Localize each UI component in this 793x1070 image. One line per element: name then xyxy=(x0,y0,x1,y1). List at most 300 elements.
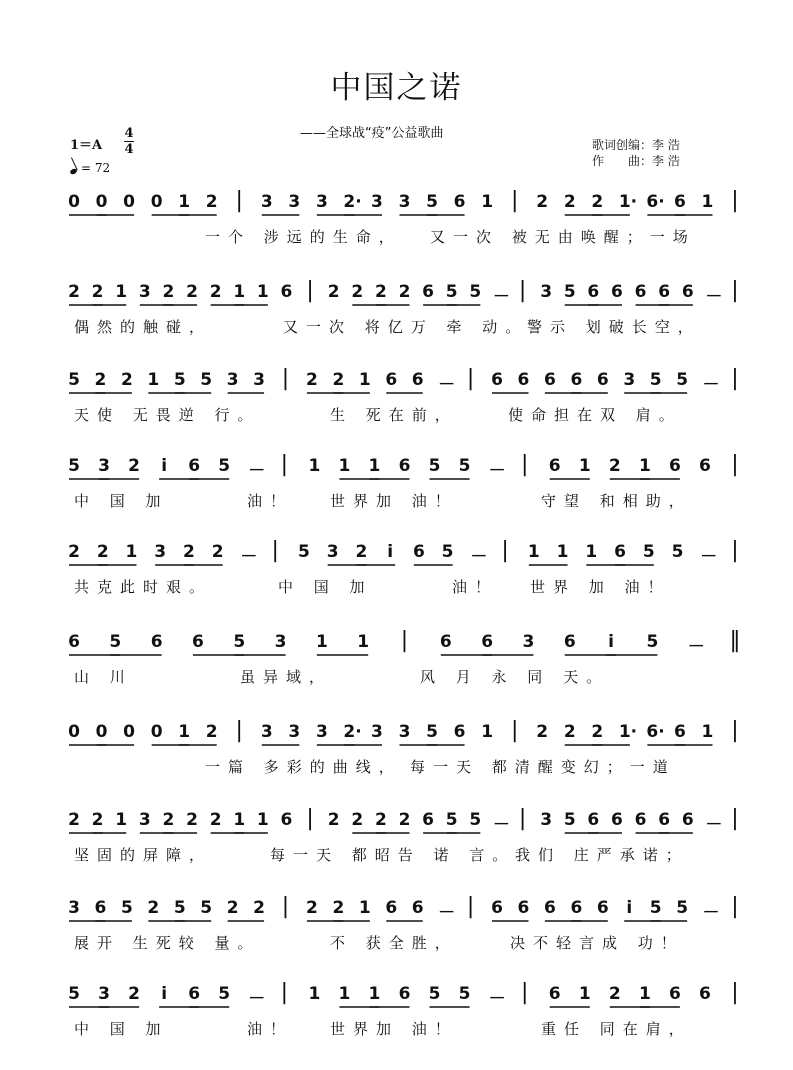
lyric-phrase: 坚固的屏障， xyxy=(74,846,213,864)
note: 1 xyxy=(315,632,328,652)
note: 2· xyxy=(343,722,362,742)
barline: | xyxy=(520,452,529,477)
note: 1 xyxy=(308,456,321,476)
note: 0 xyxy=(123,192,135,212)
barline: | xyxy=(281,366,290,391)
note: 6 xyxy=(412,542,425,562)
note: 3 xyxy=(540,810,553,830)
note: 3 xyxy=(138,810,151,830)
note: 1 xyxy=(701,722,714,742)
note: 6 xyxy=(634,810,647,830)
note: 1 xyxy=(338,984,351,1004)
note: 2 xyxy=(91,810,104,830)
lyric-phrase: 世界加 油！ xyxy=(330,1020,458,1038)
note: 5 xyxy=(68,456,80,476)
note: 2 xyxy=(374,810,387,830)
time-signature xyxy=(124,127,134,156)
time-signature-bottom: 4 xyxy=(124,142,134,157)
barline: | xyxy=(731,452,739,477)
note: 6 xyxy=(570,370,583,390)
note: 2 xyxy=(563,722,576,742)
note: 6· xyxy=(646,192,665,212)
note: 2 xyxy=(68,282,80,302)
note: 2 xyxy=(608,456,621,476)
note: 0 xyxy=(123,722,135,742)
note: 5 xyxy=(428,456,441,476)
lyric-phrase: 生 死在前， xyxy=(330,406,458,424)
note: 6 xyxy=(422,282,435,302)
note: 1 xyxy=(556,542,569,562)
note: 2 xyxy=(96,542,109,562)
note: － xyxy=(438,903,456,923)
note: － xyxy=(470,547,488,567)
lyric-phrase: 不 获全胜， xyxy=(330,934,458,952)
note: 1 xyxy=(178,192,191,212)
score-system xyxy=(0,806,793,896)
lyrics-row xyxy=(0,226,793,250)
lyric-phrase: 世界 加 油！ xyxy=(530,578,671,596)
note: 6 xyxy=(699,984,711,1004)
key-signature: 1＝A xyxy=(70,138,103,153)
composer-credit: 作 曲：李 浩 xyxy=(592,154,680,168)
note: 3 xyxy=(371,192,383,212)
note: 3 xyxy=(274,632,287,652)
barline: | xyxy=(510,188,519,213)
note: 1 xyxy=(125,542,138,562)
lyric-phrase: 油！ xyxy=(247,1020,294,1038)
note: － xyxy=(702,903,720,923)
note: 6 xyxy=(94,898,107,918)
lyric-phrase: 守望 和相助， xyxy=(541,492,692,510)
lyrics-row xyxy=(0,316,793,340)
note: 6 xyxy=(517,370,530,390)
barline: | xyxy=(520,980,529,1005)
lyric-phrase: 世界加 油！ xyxy=(330,492,458,510)
barline: | xyxy=(306,278,314,303)
note: 6 xyxy=(587,810,600,830)
barline: | xyxy=(235,188,243,213)
note: 2 xyxy=(332,370,345,390)
note: 2 xyxy=(162,810,175,830)
note: 3 xyxy=(68,898,80,918)
lyricist-credit: 歌词创编：李 浩 xyxy=(592,138,680,152)
lyric-phrase: 一个 涉远的生命， xyxy=(205,228,402,246)
lyric-phrase: 每一天 都昭告 诺 言。 xyxy=(270,846,516,864)
note: 6 xyxy=(611,810,623,830)
tempo-marking xyxy=(70,161,110,175)
note: 5 xyxy=(426,192,438,212)
lyric-phrase: 虽异域， xyxy=(240,668,333,686)
note: － xyxy=(700,547,718,567)
note: 6 xyxy=(596,898,609,918)
beam-lines xyxy=(0,278,793,318)
barline: | xyxy=(510,718,519,743)
note: 6 xyxy=(439,632,452,652)
note: － xyxy=(705,287,723,307)
lyrics-row xyxy=(0,576,793,600)
note: 2 xyxy=(327,282,340,302)
score-system xyxy=(0,452,793,542)
note: 3 xyxy=(371,722,383,742)
note: 6 xyxy=(453,722,466,742)
note: 6 xyxy=(668,984,681,1004)
note: 2 xyxy=(332,898,345,918)
beam-lines xyxy=(0,980,793,1020)
note: 2 xyxy=(608,984,621,1004)
note: 1· xyxy=(618,192,638,212)
note: 3 xyxy=(315,722,328,742)
note: 1 xyxy=(638,456,651,476)
beam-lines xyxy=(0,718,793,758)
note: i xyxy=(161,984,168,1004)
lyric-phrase: 警示 划破长空， xyxy=(527,318,701,336)
lyric-phrase: 使命担在双 肩。 xyxy=(508,406,682,424)
note: － xyxy=(687,637,705,657)
barline: | xyxy=(731,278,739,303)
note: 3 xyxy=(540,282,553,302)
note: i xyxy=(387,542,394,562)
lyric-phrase: 又一次 被无由唤醒；一场 xyxy=(430,228,696,246)
lyrics-row xyxy=(0,490,793,514)
score-system xyxy=(0,718,793,808)
note: 3 xyxy=(326,542,339,562)
barline: | xyxy=(731,894,739,919)
note: 3 xyxy=(260,722,273,742)
note: 1 xyxy=(368,456,381,476)
note: 1 xyxy=(357,632,370,652)
note: 6 xyxy=(658,282,671,302)
quarter-note-icon xyxy=(69,168,77,175)
note: 2 xyxy=(209,282,222,302)
score-system xyxy=(0,628,793,718)
note: 5 xyxy=(68,370,80,390)
note: 6 xyxy=(280,810,293,830)
note: － xyxy=(438,375,456,395)
note: 6 xyxy=(481,632,494,652)
note: － xyxy=(488,989,506,1009)
note: 1 xyxy=(358,898,371,918)
note: 1 xyxy=(233,810,246,830)
note: 6 xyxy=(68,632,80,652)
note: 5 xyxy=(120,898,133,918)
lyric-phrase: 我们 庄严承诺； xyxy=(515,846,689,864)
note: 5 xyxy=(649,898,662,918)
note: 6 xyxy=(681,282,694,302)
note: 2 xyxy=(563,192,576,212)
beam-lines xyxy=(0,894,793,934)
note: 6 xyxy=(587,282,600,302)
barline: | xyxy=(518,278,527,303)
note: 5 xyxy=(200,898,213,918)
note: 2· xyxy=(343,192,362,212)
note: 5 xyxy=(563,810,576,830)
note: 5 xyxy=(426,722,438,742)
note: 0 xyxy=(68,722,80,742)
note: 2 xyxy=(536,722,549,742)
note: 5 xyxy=(200,370,213,390)
barline: | xyxy=(731,980,739,1005)
song-title: 中国之诺 xyxy=(330,70,463,106)
lyric-phrase: 决不轻言成 功！ xyxy=(510,934,684,952)
note: 2 xyxy=(226,898,239,918)
note: 2 xyxy=(120,370,133,390)
note: 2 xyxy=(183,542,195,562)
note: 2 xyxy=(398,282,411,302)
lyric-phrase: 油！ xyxy=(247,492,294,510)
note: 5 xyxy=(233,632,246,652)
note: 6 xyxy=(668,456,681,476)
barline: | xyxy=(501,538,509,563)
note: i xyxy=(626,898,633,918)
note: 6 xyxy=(280,282,293,302)
score-system xyxy=(0,278,793,368)
note: 1 xyxy=(368,984,381,1004)
note: 6 xyxy=(491,370,503,390)
note: 3 xyxy=(398,192,411,212)
time-signature-top: 4 xyxy=(124,126,134,141)
note: 1 xyxy=(233,282,246,302)
note: 0 xyxy=(95,192,108,212)
note: 6 xyxy=(563,632,576,652)
note: 0 xyxy=(68,192,80,212)
beam-lines xyxy=(0,366,793,406)
lyric-phrase: 山 川 xyxy=(74,668,133,686)
barline: | xyxy=(731,806,739,831)
note: 6 xyxy=(673,192,686,212)
lyric-phrase: 中 国 加 xyxy=(74,1020,169,1038)
barline: | xyxy=(731,718,739,743)
barline: | xyxy=(400,628,409,653)
lyrics-row xyxy=(0,932,793,956)
note: 1 xyxy=(701,192,714,212)
note: 6 xyxy=(570,898,583,918)
note: 2 xyxy=(536,192,549,212)
note: 6 xyxy=(188,456,201,476)
note: 5 xyxy=(109,632,122,652)
note: 2 xyxy=(398,810,411,830)
note: － xyxy=(240,547,258,567)
note: 6 xyxy=(548,456,561,476)
note: 6 xyxy=(385,370,398,390)
note: 6 xyxy=(398,984,411,1004)
note: 1 xyxy=(638,984,651,1004)
note: 3 xyxy=(98,456,110,476)
lyric-phrase: 又一次 将亿万 牵 动。 xyxy=(283,318,529,336)
note: 5 xyxy=(297,542,310,562)
lyrics-row xyxy=(0,404,793,428)
note: 0 xyxy=(150,722,163,742)
note: 2 xyxy=(68,542,80,562)
lyric-phrase: 共克此时艰。 xyxy=(74,578,213,596)
barline: | xyxy=(731,188,739,213)
barline: | xyxy=(271,538,279,563)
note: 5 xyxy=(173,370,186,390)
song-subtitle: ——全球战“疫”公益歌曲 xyxy=(300,126,444,141)
note: 5 xyxy=(642,542,655,562)
note: 6 xyxy=(681,810,694,830)
lyrics-row xyxy=(0,666,793,690)
note: 3 xyxy=(288,192,301,212)
note: 1 xyxy=(585,542,598,562)
note: 2 xyxy=(186,282,198,302)
lyric-phrase: 风 月 永 同 天。 xyxy=(420,668,610,686)
lyrics-row xyxy=(0,1018,793,1042)
note: 6 xyxy=(491,898,503,918)
note: 6 xyxy=(453,192,466,212)
note: 1 xyxy=(481,722,494,742)
note: 3 xyxy=(253,370,265,390)
note: 6 xyxy=(188,984,201,1004)
note: 5 xyxy=(173,898,186,918)
barline: | xyxy=(280,980,289,1005)
note: 1 xyxy=(178,722,191,742)
lyric-phrase: 油！ xyxy=(452,578,499,596)
note: － xyxy=(488,461,506,481)
note: 6 xyxy=(543,898,556,918)
note: 2 xyxy=(306,370,318,390)
lyric-phrase: 偶然的触碰， xyxy=(74,318,213,336)
note: 6 xyxy=(385,898,398,918)
note: 5 xyxy=(428,984,441,1004)
note: 5 xyxy=(671,542,684,562)
lyric-phrase: 重任 同在肩， xyxy=(541,1020,692,1038)
lyric-phrase: 中 国 加 xyxy=(74,492,169,510)
note: 3 xyxy=(522,632,535,652)
score-system xyxy=(0,188,793,278)
note: 5 xyxy=(563,282,576,302)
note: 6 xyxy=(411,370,424,390)
note: － xyxy=(248,989,266,1009)
note: 5 xyxy=(445,282,458,302)
tempo-value: = 72 xyxy=(81,161,111,175)
note: 2 xyxy=(209,810,222,830)
score-system xyxy=(0,366,793,456)
beam-lines xyxy=(0,538,793,578)
note: 2 xyxy=(306,898,318,918)
barline: | xyxy=(281,894,290,919)
note: 2 xyxy=(147,898,160,918)
note: 6 xyxy=(543,370,556,390)
note: 1 xyxy=(481,192,494,212)
barline: | xyxy=(731,366,739,391)
note: 5 xyxy=(445,810,458,830)
note: 5 xyxy=(649,370,662,390)
note: 6 xyxy=(596,370,609,390)
note: 1 xyxy=(338,456,351,476)
note: 2 xyxy=(351,282,364,302)
note: 6 xyxy=(150,632,163,652)
note: 0 xyxy=(150,192,163,212)
note: 6 xyxy=(673,722,686,742)
note: 2 xyxy=(374,282,387,302)
note: 6 xyxy=(614,542,626,562)
note: － xyxy=(705,815,723,835)
note: 1 xyxy=(578,984,591,1004)
note: 2 xyxy=(253,898,265,918)
lyric-phrase: 中 国 加 xyxy=(278,578,373,596)
barline: | xyxy=(731,538,739,563)
note: 1 xyxy=(358,370,371,390)
barline: | xyxy=(518,806,527,831)
lyric-phrase: 一篇 多彩的曲线， xyxy=(205,758,402,776)
note: i xyxy=(161,456,168,476)
note: 2 xyxy=(91,282,104,302)
note: 1 xyxy=(578,456,591,476)
barline: | xyxy=(466,894,475,919)
beam-lines xyxy=(0,452,793,492)
note: 3 xyxy=(226,370,239,390)
note: 6 xyxy=(411,898,424,918)
note: 5 xyxy=(469,282,482,302)
note: 2 xyxy=(351,810,364,830)
note: 2 xyxy=(355,542,368,562)
barline: | xyxy=(235,718,243,743)
note: 1 xyxy=(115,810,128,830)
beam-lines xyxy=(0,628,793,668)
note: 2 xyxy=(591,722,604,742)
note: 3 xyxy=(138,282,151,302)
note: 3 xyxy=(623,370,636,390)
note: 2 xyxy=(591,192,604,212)
lyric-phrase: 天使 无畏逆 行。 xyxy=(74,406,261,424)
beam-lines xyxy=(0,188,793,228)
note: i xyxy=(608,632,614,652)
score-system xyxy=(0,538,793,628)
note: 1 xyxy=(115,282,128,302)
note: 5 xyxy=(676,370,689,390)
note: 3 xyxy=(154,542,167,562)
lyric-phrase: 每一天 都清醒变幻；一道 xyxy=(410,758,676,776)
note: 3 xyxy=(288,722,301,742)
lyrics-row xyxy=(0,756,793,780)
lyrics-row xyxy=(0,844,793,868)
note: 2 xyxy=(94,370,107,390)
note: － xyxy=(702,375,720,395)
note: 5 xyxy=(458,456,471,476)
beam-lines xyxy=(0,806,793,846)
barline: | xyxy=(306,806,314,831)
note: 2 xyxy=(186,810,198,830)
note: 2 xyxy=(327,810,340,830)
note: 6 xyxy=(634,282,647,302)
note: 1 xyxy=(308,984,321,1004)
barline: ‖ xyxy=(729,628,741,653)
note: － xyxy=(492,815,510,835)
note: 1 xyxy=(527,542,540,562)
note: 6 xyxy=(422,810,435,830)
note: 6 xyxy=(192,632,204,652)
note: 1 xyxy=(147,370,160,390)
note: － xyxy=(248,461,266,481)
note: 6 xyxy=(611,282,623,302)
note: 2 xyxy=(162,282,175,302)
note: 5 xyxy=(441,542,454,562)
note: 5 xyxy=(218,456,231,476)
note: 6 xyxy=(699,456,711,476)
barline: | xyxy=(280,452,289,477)
note: 6 xyxy=(398,456,411,476)
note: 2 xyxy=(128,984,140,1004)
score-system xyxy=(0,980,793,1070)
note: 5 xyxy=(469,810,482,830)
note: 6· xyxy=(646,722,665,742)
note: 5 xyxy=(218,984,231,1004)
note: － xyxy=(492,287,510,307)
note: 1 xyxy=(256,810,269,830)
note: 5 xyxy=(458,984,471,1004)
note: 5 xyxy=(676,898,689,918)
score-system xyxy=(0,894,793,984)
